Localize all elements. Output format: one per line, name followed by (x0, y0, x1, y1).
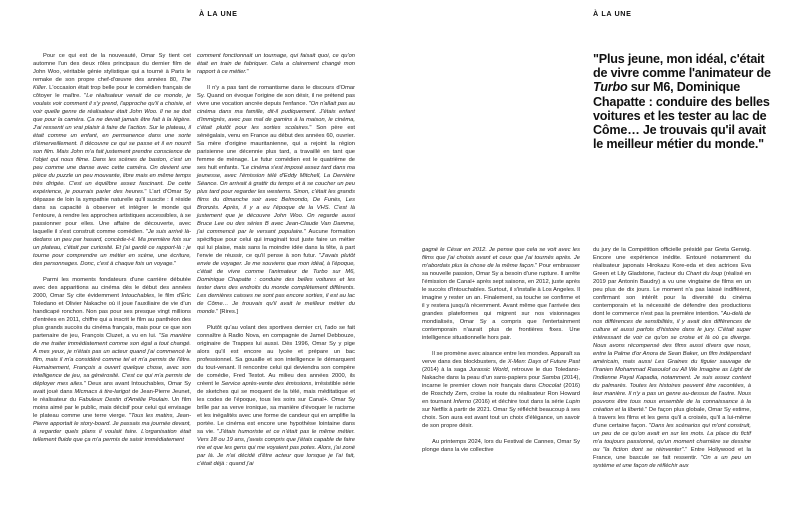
paragraph: gagné le César en 2012. Je pense que cela se voit avec les films que j'ai choisis avant et ceux que j'ai tournés après. Je m'abordais plus la chose de la même façon." Pour embrasser sa nouvelle passion, Omar Sy a besoin d'une rupture. Il arrête l'émission de Canal+ après sept saisons, en 2012, juste après le succès d'Intouchables. Surtout, il s'installe à Los Angeles. Il imagine y rester un an. Finalement, sa touche se confirme et il y restera jusqu'à récemment. Avant même que l'arrivée des grandes plateformes qui migrent sur nos visionnages mondialisés, Omar Sy a compris que l'entertainment contemporain n'aurait plus de frontières fixes. Une intelligence situationnelle hors pair. (422, 247, 580, 341)
article-column-1 (33, 52, 191, 444)
paragraph: Il n'y a pas tant de romantisme dans le discours d'Omar Sy. Quand on évoque l'origine de son désir, il ne prétend pas vivre une vocation ancrée depuis l'enfance. "On n'allait pas au cinéma dans ma famille, dit-il pudiquement. J'étais enfant d'immigrés, avec pas mal de gamins à la maison, le cinéma, c'était plutôt pour les sorties scolaires." Son père est sénégalais, venu en France au début des années 60, ouvrier. Sa mère d'origine mauritanienne, qui a rejoint la région parisienne une décennie plus tard, a travaillé en tant que femme de ménage. Le futur comédien est le quatrième de ses huit enfants. "Le cinéma s'est imposé assez tard dans ma jeunesse, avec l'émission télé d'Eddy Mitchell, La Dernière Séance. On arrivait à grattir du temps et à se coucher un peu plus tard pour regarder les westerns. Sinon, c'était les grands films du dimanche soir avec Belmondo, De Funès, Les Bronzés. Après, il y a eu l'époque de la VHS. C'est là justement que je découvre John Woo. On regarde aussi Bruce Lee ou des séries B avec Jean-Claude Van Damme, j'ai commencé par le versant populaire." Aucune formation spécifique pour celui qui imaginait tout juste faire un métier qui lui plaise, mais sans la moindre idée dans la tête, à part l'envie de réussir, ce qu'il pense à son futur. "J'avais plutôt envie de voyager. Je me souviens que mon idéal, à l'époque, c'était de vivre comme l'animateur de Turbo sur M6, Dominique Chapatte : conduire des belles voitures et les tester dans des endroits du monde complètement différents. Les dernières caisses ne sont pas encore sorties, il est au lac de Côme… Je trouvais qu'il avait le meilleur métier du monde." [Rires.] (197, 85, 356, 315)
paragraph: Il se promène avec aisance entre les mondes. Apparaît sa verve dans des blockbusters, de X-Men: Days of Future Past (2014) à la saga Jurassic World, retrouve le duo Toledano-Nakache dans la peau d'un sans-papiers pour Samba (2014), incarne le premier clown noir français dans Chocolat (2016) de Roschdy Zem, croise la route du réalisateur Ron Howard en tournant Inferno (2016) et déchire tout dans la série Lupin sur Netflix à partir de 2021. Omar Sy réfléchit beaucoup à ses choix. Son aura est avant tout un choix d'élégance, un savoir de son propre désir. (422, 351, 581, 429)
paragraph: Pour ce qui est de la nouveauté, Omar Sy tient cet automne l'un des deux rôles principaux du dernier film de John Woo, véritable génie stylistique qui a tourné à Paris le remake de son propre chef-d'œuvre des années 80, The Killer. L'occasion était trop belle pour le comédien français de côtoyer le maître. "Le réalisateur venait de ce monde, je voulais voir comment il s'y prend, l'approche qu'il a choisie, et voir quelle genre de réalisateur était John Woo. Il ne se doit que pour la caméra. Ça ne devait jamais être fait à la légère. J'ai ressenti un vrai plaisir à faire de l'action. Sur le plateau, il était comme un enfant, en permanence dans une sorte d'émerveillement. Il découvre ce qui se passe et il en nourrit son film. Mais John m'a fait justement prendre conscience de l'objet qui nous filme. Dans les scènes de baston, c'est un peu comme une danse avec cette caméra. On devient une pièce du puzzle un peu mouvante, libre mais en même temps très dirigée. C'est un équilibre assez fascinant. De cette expérience, je pourrais parler des heures." L'art d'Omar Sy dépasse de loin la sympathie naturelle qu'il suscite : il réside dans sa capacité à observer et intégrer le monde qui l'entoure, à rendre les approches artistiques accessibles, à se passionner pour elles. Une affaire de découverte, avec laquelle il s'est construit comme comédien. "Je suis arrivé là-dedans un peu par hasard, concède-t-il. Ma première fois sur un plateau, c'était par curiosité. Et j'ai gardé ce rapport-là : je tourne pour comprendre un métier en scène, une écriture, des personnages. Donc, c'est à chaque fois un voyage." (33, 53, 192, 267)
pull-quote: "Plus jeune, mon idéal, c'était de vivre comme l'animateur de Turbo sur M6, Dominique Chapatte : conduire des belles voitures et les tester au lac de Côme… Je trouvais qu'il avait le meilleur métier du monde." (593, 52, 771, 152)
paragraph: Au printemps 2024, lors du Festival de Cannes, Omar Sy plonge dans la vie collective (422, 439, 580, 453)
article-column-2 (197, 52, 355, 468)
paragraph: Plutôt qu'au volant des sportives dernier cri, l'ado se fait connaître à Radio Nova, en compagnie de Jamel Debbouze, originaire de Trappes lui aussi. Dès 1996, Omar Sy y pige alors qu'il est encore au lycée et prépare un bac professionnel. Sa gouaille et son intelligence le démarquent du tout-venant. Il rencontre celui qui deviendra son compère de comédie, Fred Testot. Au milieu des années 2000, ils créent le Service après-vente des émissions, irrésistible série de sketches qui se moquent de la télé, mais méditatique et les codes de l'époque, tous les soirs sur Canal+. Omar Sy brille par sa verve ironique, sa manière d'évoquer le racisme et les inégalités avec une forme de candeur qui en amplifie la portée. Le cinéma est encore une hypothèse lointaine dans sa vie. "J'étais humoriste et ce n'était pas le même métier. Vers 18 ou 19 ans, j'avais compris que j'étais capable de faire rire et que les gens qui me voyaient pas potes. Alors, j'ai zoné par là. Je n'ai décidé d'être acteur que lorsque je l'ai fait, c'était déjà : quand j'ai (197, 325, 355, 467)
section-rubric-right: À LA UNE (593, 9, 632, 18)
article-column-4 (593, 246, 751, 470)
article-column-3 (422, 246, 580, 454)
paragraph: comment fonctionnait un tournage, qui faisait quoi, ce qu'on était en train de fabriquer. Cela a clairement changé mon rapport à ce métier." (197, 53, 355, 75)
paragraph: du jury de la Compétition officielle présidé par Greta Gerwig. Encore une expérience inédite. Entouré notamment du réalisateur japonais Hirokazu Kore-eda et des actrices Eva Green et Lily Gladstone, l'acteur du Chant du loup (réalisé en 2019 par Antonin Baudry) a vu une vingtaine de films en un peu plus de dix jours. Le moment n'a pas laissé indifférent, confirmant son intérêt pour la diversité du cinéma contemporain et la nécessité de défendre des productions dont le commerce n'est pas la première intention. "Au-delà de nos différences de sensibilités, il y avait des différences de culture et aussi parfois d'histoire dans le jury. C'était super intéressant de voir ce qu'on se croise et là où ça diverge. Nous avons récompensé des films aussi divers que nous, entre la Palme d'or Anora de Sean Baker, un film indépendant américain, mais aussi Les Graines du figuier sauvage de l'Iranien Mohammad Rasoulof ou All We Imagine as Light de l'indienne Payal Kapadia, notamment. Je suis assez content du palmarès. Toutes les histoires peuvent être racontées, à leur manière. Il n'y a pas un genre au-dessus de l'autre. Nous pouvons être tous nous ensemble de la connaissance à la création et la liberté." De façon plus globale, Omar Sy estime, à travers les films et les gens qu'il a croisés, qu'il a lui-même d'une certaine façon. "Dans les scénarios qui m'ont construit, un peu de ce qu'on avait en sur les mots. La place du fictif m'a toujours passionné, qu'un moment charnière se dessine ou "la fiction dont se réinventer"." Entre Hollywood et la France, une bascule se fait ressentir. "On a un peu un système et une façon de réfléchir aux (593, 247, 752, 469)
paragraph: Parmi les moments fondateurs d'une carrière débutée avec des apparitions au cinéma dès le début des années 2000, Omar Sy cite évidemment Intouchables, le film d'Éric Toledano et Olivier Nakache où il joue l'auxiliaire de vie d'un handicapé ronchon. Non pas pour ses presque vingt millions d'entrées en 2011, chiffre qui a inscrit le film au panthéon des plus grands succès du cinéma français, mais pour ce que son partenaire de jeu, François Cluzet, a vu en lui. "Sa manière de me traiter immédiatement comme son égal a tout changé. À mes yeux, je n'étais pas un acteur quand j'ai commencé le film, mais il m'a considéré comme tel et m'a permis de l'être. Humainement, François a ouvert quelque chose, avec son intelligence de jeu, sa générosité. C'est ce qui m'a permis de déployer mes ailes." Deux ans avant Intouchables, Omar Sy avait joué dans Micmacs à tire-larigot de Jean-Pierre Jeunet, le réalisateur du Fabuleux Destin d'Amélie Poulain. Un film moins aimé par le public, mais décisif pour celui qui envisage le plateau comme une terre vierge. "Tous les matins, Jean-Pierre apportait le story-board. Je passais ma journée devant, à regarder quels plans il voulait faire. L'organisation était tellement fluide que ça m'a permis de saisir immédiatement (33, 277, 191, 443)
section-rubric-left: À LA UNE (199, 9, 238, 18)
